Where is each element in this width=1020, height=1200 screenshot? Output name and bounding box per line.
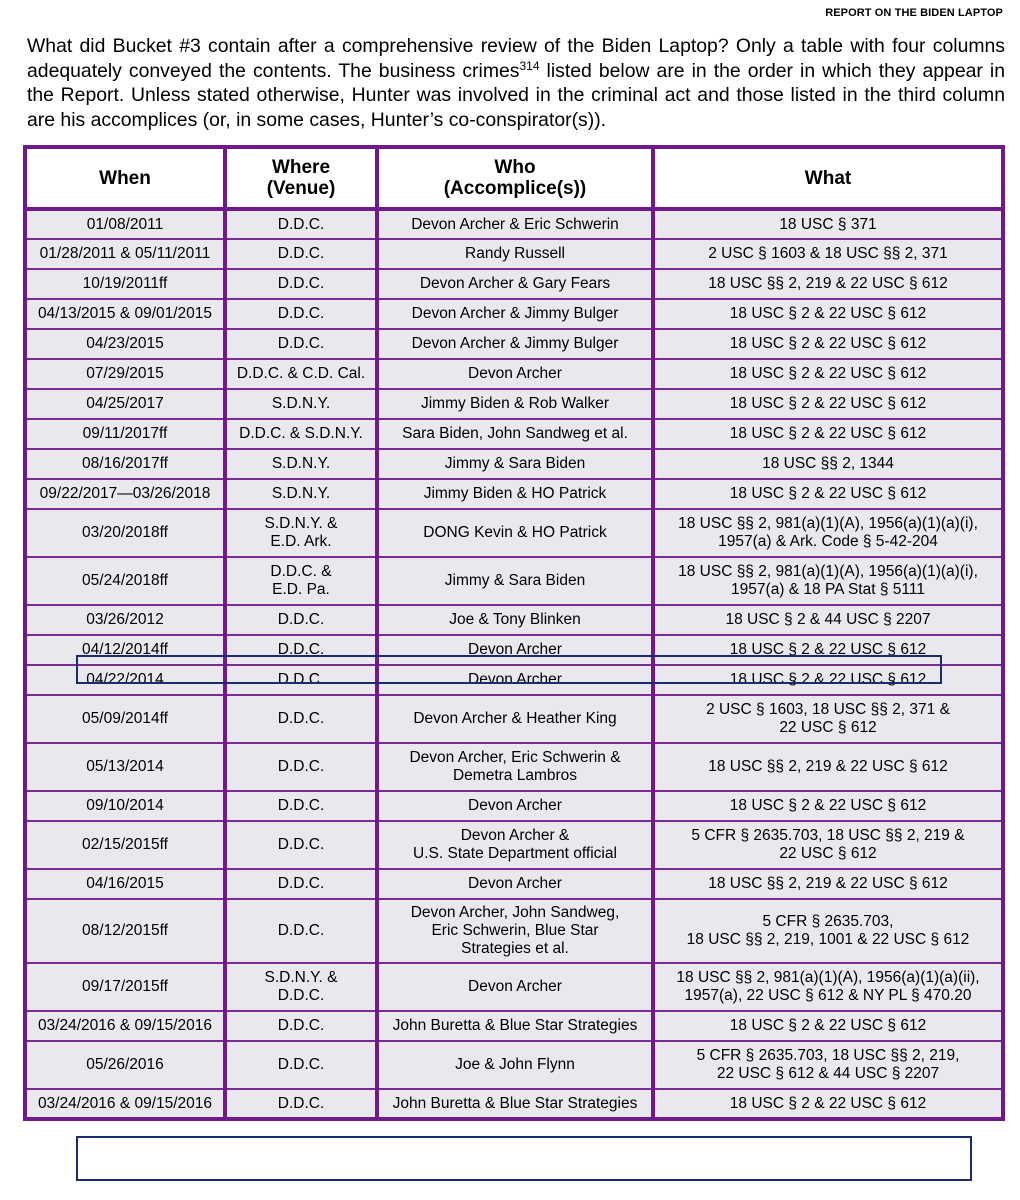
highlight-box-flynn [76,1136,972,1181]
cell-where [225,665,377,695]
cell-who [377,299,653,329]
cell-where-line: D.D.C. [277,758,325,775]
cell-what [653,635,1003,665]
cell-where-line: D.D.C. & [270,563,332,580]
cell-who [377,449,653,479]
page-header-label: REPORT ON THE BIDEN LAPTOP [825,7,1003,19]
cell-what [653,509,1003,557]
cell-what-line: 5 CFR § 2635.703, 18 USC §§ 2, 219, [696,1047,960,1064]
cell-what [653,821,1003,869]
cell-when: 08/16/2017ff [25,449,225,479]
cell-who-line: Devon Archer [468,641,562,658]
table-row [25,665,1003,695]
cell-where [225,635,377,665]
cell-who-line: Devon Archer [468,365,562,382]
table-row [25,239,1003,269]
cell-when: 04/16/2015 [25,869,225,899]
cell-who [377,605,653,635]
cell-who [377,509,653,557]
cell-what [653,695,1003,743]
cell-where-line: D.D.C. [277,836,325,853]
table-row [25,743,1003,791]
cell-where [225,899,377,963]
cell-what [653,269,1003,299]
cell-what-line: 22 USC § 612 & 44 USC § 2207 [716,1065,940,1082]
cell-who-line: Devon Archer [468,875,562,892]
cell-who-line: Jimmy Biden & HO Patrick [423,485,607,502]
cell-what-line: 18 USC § 2 & 22 USC § 612 [729,671,927,688]
cell-where [225,743,377,791]
cell-who [377,695,653,743]
cell-when: 04/25/2017 [25,389,225,419]
cell-what-line: 18 USC § 2 & 22 USC § 612 [729,1094,927,1112]
cell-what [653,209,1003,239]
cell-where [225,419,377,449]
table-body [25,209,1003,1119]
column-header-line: (Venue) [266,178,336,199]
cell-where-line: E.D. Ark. [270,533,332,550]
table-row [25,1041,1003,1089]
cell-what [653,239,1003,269]
table-row [25,479,1003,509]
cell-who [377,389,653,419]
cell-when: 04/22/2014 [25,665,225,695]
cell-what-line: 18 USC §§ 2, 981(a)(1)(A), 1956(a)(1)(a)(ii), [676,969,980,986]
cell-what-line: 18 USC §§ 2, 219 & 22 USC § 612 [708,758,948,775]
table-row [25,605,1003,635]
cell-what [653,299,1003,329]
column-header-when [25,147,225,209]
table-row [25,449,1003,479]
cell-what-line: 18 USC § 2 & 22 USC § 612 [729,305,927,322]
cell-what-line: 5 CFR § 2635.703, [762,913,894,930]
cell-where [225,821,377,869]
table-row [25,419,1003,449]
cell-what-line: 18 USC §§ 2, 219 & 22 USC § 612 [708,875,948,892]
table-row [25,557,1003,605]
cell-where [225,479,377,509]
cell-when: 03/20/2018ff [25,509,225,557]
table-row [25,869,1003,899]
cell-where-line: D.D.C. [277,611,325,628]
cell-who-line: Jimmy Biden & Rob Walker [420,395,610,412]
cell-what-line: 1957(a) & 18 PA Stat § 5111 [731,581,925,598]
cell-where-line: S.D.N.Y. [271,455,331,472]
cell-who-line: Randy Russell [465,245,565,262]
cell-what-line: 18 USC §§ 2, 981(a)(1)(A), 1956(a)(1)(a)(i), [678,563,978,580]
cell-who [377,419,653,449]
column-header-where [225,147,377,209]
cell-who-line: Devon Archer, John Sandweg, [410,904,620,921]
cell-where [225,449,377,479]
cell-where [225,1089,377,1119]
cell-where-line: D.D.C. & S.D.N.Y. [239,425,363,442]
cell-who [377,269,653,299]
cell-who-line: John Buretta & Blue Star Strategies [392,1017,638,1034]
cell-where-line: D.D.C. [277,671,325,688]
cell-who [377,791,653,821]
cell-when: 04/23/2015 [25,329,225,359]
cell-who [377,209,653,239]
cell-what [653,1089,1003,1119]
cell-what-line: 18 USC §§ 2, 1344 [762,455,894,472]
cell-where-line: D.D.C. & C.D. Cal. [236,365,366,382]
cell-where [225,869,377,899]
cell-who [377,743,653,791]
cell-who [377,821,653,869]
cell-who-line: John Buretta & Blue Star Strategies [392,1094,638,1112]
column-header-line: (Accomplice(s)) [443,178,587,199]
cell-where [225,269,377,299]
cell-where-line: D.D.C. [277,1094,325,1112]
cell-what [653,419,1003,449]
column-header-line: When [99,167,151,189]
cell-where-line: D.D.C. [277,245,325,262]
cell-what-line: 18 USC § 2 & 22 USC § 612 [729,425,927,442]
cell-who-line: Devon Archer & Gary Fears [419,275,611,292]
crimes-table [23,145,1005,1121]
cell-who-line: Sara Biden, John Sandweg et al. [402,425,628,442]
table-row [25,1011,1003,1041]
cell-what [653,869,1003,899]
cell-where [225,359,377,389]
cell-where [225,791,377,821]
cell-where [225,695,377,743]
cell-what [653,1041,1003,1089]
cell-who-line: Joe & Tony Blinken [449,611,581,628]
cell-where [225,963,377,1011]
cell-when: 04/13/2015 & 09/01/2015 [25,299,225,329]
table-row [25,359,1003,389]
cell-where [225,605,377,635]
cell-when: 09/17/2015ff [25,963,225,1011]
cell-what [653,791,1003,821]
cell-who-line: DONG Kevin & HO Patrick [423,524,607,541]
cell-what-line: 22 USC § 612 [779,845,877,862]
cell-where-line: D.D.C. [277,1056,325,1073]
cell-who-line: Joe & John Flynn [455,1056,575,1073]
cell-where [225,1011,377,1041]
cell-who-line: Devon Archer & Heather King [413,710,617,727]
cell-who [377,557,653,605]
cell-when: 08/12/2015ff [25,899,225,963]
cell-where-line: D.D.C. [277,275,325,292]
cell-where-line: D.D.C. [277,215,325,233]
cell-who-line: U.S. State Department official [413,845,617,862]
table-row [25,695,1003,743]
table-row [25,791,1003,821]
cell-what [653,449,1003,479]
cell-where-line: D.D.C. [277,922,325,939]
cell-who [377,899,653,963]
cell-who-line: Jimmy & Sara Biden [444,572,586,589]
cell-when: 03/24/2016 & 09/15/2016 [25,1089,225,1119]
cell-where-line: D.D.C. [277,875,325,892]
cell-what-line: 1957(a) & Ark. Code § 5-42-204 [718,533,938,550]
cell-what [653,479,1003,509]
cell-when: 05/13/2014 [25,743,225,791]
table-header [25,147,1003,209]
cell-when: 09/22/2017—03/26/2018 [25,479,225,509]
intro-text-after: listed below are in the order in which they appear in the Report. Unless stated otherwise, Hunter was involved in the criminal act and those listed in the third column are his accomplices (or, in some cases, Hunter’s co-conspirator(s)). [27,59,1005,131]
cell-where-line: D.D.C. [277,1017,325,1034]
cell-what [653,557,1003,605]
cell-who [377,869,653,899]
cell-where-line: D.D.C. [277,305,325,322]
cell-who [377,479,653,509]
cell-where [225,239,377,269]
cell-where [225,557,377,605]
table-row [25,509,1003,557]
intro-paragraph [27,34,1005,132]
column-header-what [653,147,1003,209]
cell-who-line: Devon Archer [468,797,562,814]
table-row [25,963,1003,1011]
cell-when: 05/24/2018ff [25,557,225,605]
header-row [25,147,1003,209]
cell-where [225,1041,377,1089]
cell-where [225,509,377,557]
cell-what-line: 18 USC § 2 & 22 USC § 612 [729,395,927,412]
cell-who [377,665,653,695]
cell-who-line: Strategies et al. [461,940,569,957]
column-header-line: Where [271,157,331,178]
cell-where [225,299,377,329]
cell-what [653,963,1003,1011]
cell-what-line: 18 USC § 2 & 22 USC § 612 [729,1017,927,1034]
table-row [25,635,1003,665]
cell-when: 09/11/2017ff [25,419,225,449]
cell-what-line: 18 USC §§ 2, 219 & 22 USC § 612 [708,275,948,292]
table-row [25,1089,1003,1119]
cell-who [377,963,653,1011]
cell-what [653,329,1003,359]
table-row [25,821,1003,869]
footnote-ref[interactable]: 314 [519,58,540,73]
column-header-line: What [804,167,852,189]
cell-what-line: 18 USC § 2 & 44 USC § 2207 [725,611,931,628]
cell-when: 10/19/2011ff [25,269,225,299]
cell-who-line: Demetra Lambros [452,767,578,784]
cell-what [653,359,1003,389]
cell-who [377,1041,653,1089]
cell-where-line: S.D.N.Y. [271,485,331,502]
cell-what-line: 18 USC § 2 & 22 USC § 612 [729,797,927,814]
cell-what [653,899,1003,963]
cell-what-line: 18 USC §§ 2, 981(a)(1)(A), 1956(a)(1)(a)(i), [678,515,978,532]
table-row [25,899,1003,963]
cell-who-line: Devon Archer & Jimmy Bulger [411,335,619,352]
intro-text-before: What did Bucket #3 contain after a comprehensive review of the Biden Laptop? Only a table with four columns adequately conveyed the contents. The business crimes [27,35,1005,82]
cell-who-line: Devon Archer [468,978,562,995]
cell-who-line: Eric Schwerin, Blue Star [431,922,599,939]
cell-when: 04/12/2014ff [25,635,225,665]
cell-who [377,329,653,359]
table-row [25,389,1003,419]
cell-who [377,1089,653,1119]
cell-when: 03/24/2016 & 09/15/2016 [25,1011,225,1041]
cell-where-line: D.D.C. [277,335,325,352]
cell-where [225,389,377,419]
cell-what-line: 18 USC §§ 2, 219, 1001 & 22 USC § 612 [686,931,970,948]
cell-what [653,1011,1003,1041]
cell-what-line: 2 USC § 1603 & 18 USC §§ 2, 371 [708,245,948,262]
cell-what-line: 1957(a), 22 USC § 612 & NY PL § 470.20 [684,987,972,1004]
cell-who-line: Devon Archer, Eric Schwerin & [409,749,621,766]
cell-where-line: D.D.C. [277,641,325,658]
column-header-who [377,147,653,209]
cell-who [377,1011,653,1041]
cell-when: 05/26/2016 [25,1041,225,1089]
cell-what [653,665,1003,695]
table-row [25,269,1003,299]
cell-when: 01/08/2011 [25,209,225,239]
table-row [25,329,1003,359]
table-row [25,299,1003,329]
column-header-line: Who [494,157,536,178]
cell-who [377,239,653,269]
cell-what [653,743,1003,791]
cell-what-line: 18 USC § 371 [779,215,877,233]
cell-what-line: 18 USC § 2 & 22 USC § 612 [729,485,927,502]
cell-who-line: Devon Archer & [460,827,570,844]
cell-where [225,209,377,239]
cell-what-line: 18 USC § 2 & 22 USC § 612 [729,335,927,352]
cell-who-line: Devon Archer [468,671,562,688]
cell-who-line: Devon Archer & Jimmy Bulger [411,305,619,322]
cell-what-line: 18 USC § 2 & 22 USC § 612 [729,365,927,382]
cell-what-line: 5 CFR § 2635.703, 18 USC §§ 2, 219 & [691,827,965,844]
cell-what [653,389,1003,419]
cell-what-line: 2 USC § 1603, 18 USC §§ 2, 371 & [706,701,950,718]
cell-when: 03/26/2012 [25,605,225,635]
cell-who [377,359,653,389]
cell-where [225,329,377,359]
cell-where-line: E.D. Pa. [272,581,330,598]
cell-what-line: 18 USC § 2 & 22 USC § 612 [729,641,927,658]
cell-where-line: D.D.C. [277,987,325,1004]
cell-where-line: S.D.N.Y. & [264,969,338,986]
cell-where-line: S.D.N.Y. & [264,515,338,532]
cell-who-line: Devon Archer & Eric Schwerin [411,215,619,233]
cell-when: 01/28/2011 & 05/11/2011 [25,239,225,269]
cell-where-line: D.D.C. [277,797,325,814]
cell-when: 07/29/2015 [25,359,225,389]
cell-who-line: Jimmy & Sara Biden [444,455,586,472]
cell-when: 09/10/2014 [25,791,225,821]
cell-when: 05/09/2014ff [25,695,225,743]
cell-where-line: S.D.N.Y. [271,395,331,412]
cell-who [377,635,653,665]
table-row [25,209,1003,239]
cell-where-line: D.D.C. [277,710,325,727]
cell-what [653,605,1003,635]
cell-when: 02/15/2015ff [25,821,225,869]
cell-what-line: 22 USC § 612 [779,719,877,736]
